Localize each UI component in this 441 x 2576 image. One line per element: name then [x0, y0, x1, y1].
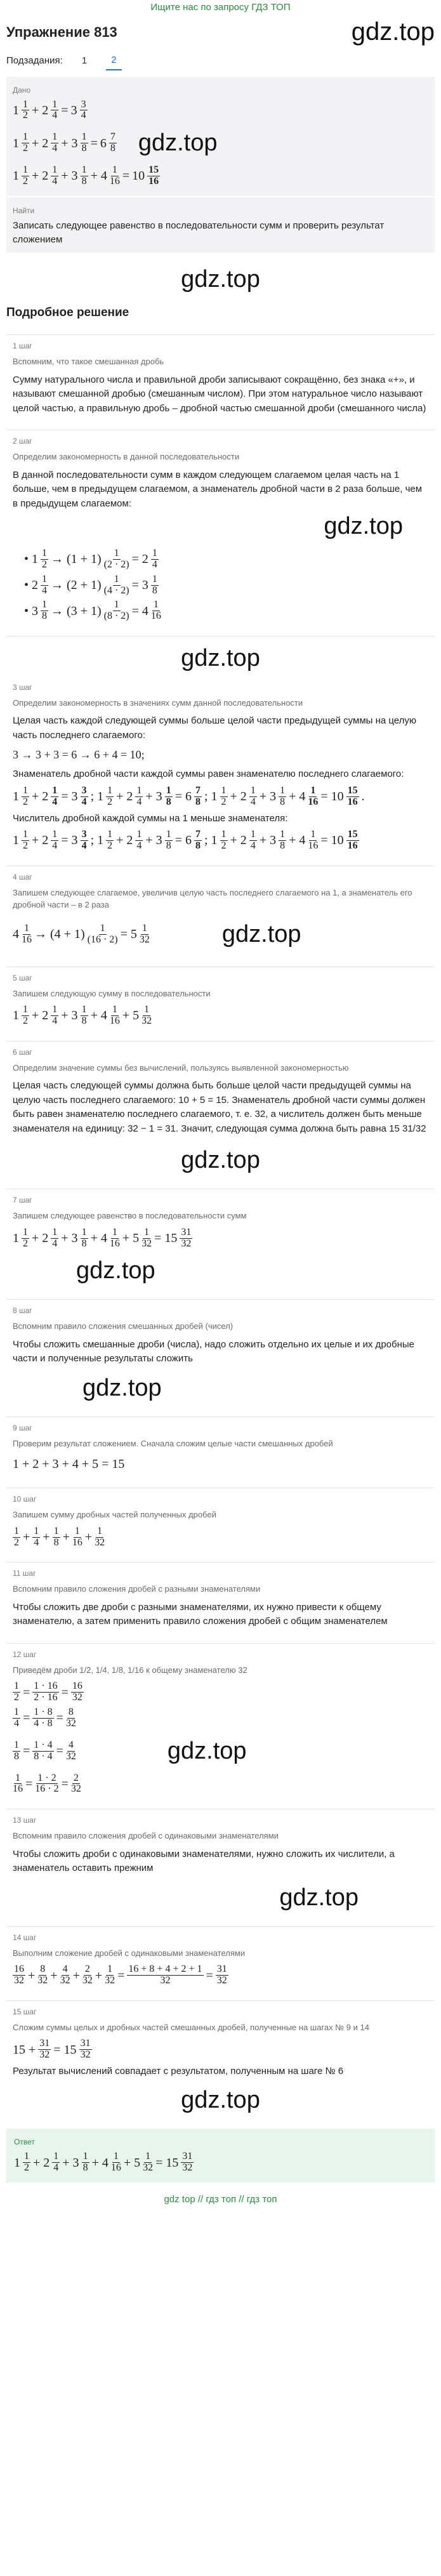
given-eq-2-rhs: 6 — [100, 136, 107, 150]
step-label: 10 шаг — [13, 1495, 37, 1504]
step-label: 7 шаг — [13, 1196, 32, 1205]
step-text: Чтобы сложить смешанные дроби (числа), надо сложить отдельно их целые и их дробные части и полученные результаты сложить — [13, 1338, 414, 1364]
step-10 — [6, 1488, 435, 1556]
step-label: 3 шаг — [13, 682, 32, 692]
watermark: gdz.top — [279, 1884, 359, 1911]
step-description: Запишем следующее равенство в последовательности сумм — [13, 1211, 247, 1221]
given-eq-3-rhs: 10 — [132, 169, 145, 183]
answer-panel — [6, 2129, 435, 2183]
numerator-line: 1 $\frac{1}{2}$ + 2 $\frac{1}{4}$ = 3 $\frac{3}{4}$ ; 1 $\frac{1}{2}$ + 2 $\frac{1}{4}$ + 3 $\frac{1}{8}$ = 6 $\frac{7}{8}$ ; 1 $\frac{1}{2}$ + 2 $\frac{1}{4}$ + 3 $\frac{1}{8}$ + 4 $\frac{1}{16}$ = 10 $\frac{15}{16}$ — [13, 829, 358, 851]
pattern-line-3: • 3 $\frac{1}{8}$ → (3 + 1) $\frac{1}{(8 \cdot 2)}$ = 4 $\frac{1}{16}$ — [24, 599, 161, 622]
step-label: 11 шаг — [13, 1569, 36, 1578]
watermark: gdz.top — [181, 265, 260, 293]
step-text: Числитель дробной каждой суммы на 1 меньше знаменателя: — [13, 812, 288, 824]
step-8 — [6, 1299, 435, 1410]
step-7 — [6, 1189, 435, 1293]
step-description: Запишем сумму дробных частей полученных дробей — [13, 1510, 216, 1520]
step-description: Сложим суммы целых и дробных частей смешанных дробей, полученные на шагах № 9 и 14 — [13, 2022, 369, 2032]
step-text: 3 → 3 + 3 = 6 → 6 + 4 = 10; — [13, 748, 145, 762]
step-description: Вспомним правило сложения дробей с разными знаменателями — [13, 1584, 261, 1594]
step-5 — [6, 967, 435, 1034]
step-description: Выполним сложение дробей с одинаковыми знаменателями — [13, 1948, 246, 1958]
step-text: Знаменатель дробной части каждой суммы равен знаменателю последнего слагаемого: — [13, 769, 404, 780]
detailed-solution-heading: Подробное решение — [6, 305, 129, 319]
integer-sum: 1 + 2 + 3 + 4 + 5 = 15 — [13, 1457, 125, 1472]
denominator-line: 1 $\frac{1}{2}$ + 2 $\frac{1}{4}$ = 3 $\frac{3}{4}$ ; 1 $\frac{1}{2}$ + 2 $\frac{1}{4}$ + 3 $\frac{1}{8}$ = 6 $\frac{7}{8}$ ; 1 $\frac{1}{2}$ + 2 $\frac{1}{4}$ + 3 $\frac{1}{8}$ + 4 $\frac{1}{16}$ = 10 $\frac{15}{16}$ . — [13, 784, 365, 807]
step-text: Сумму натурального числа и правильной дроби записывают сокращённо, без знака «+», и называют смешанной дробью (смешанным числом). При этом натуральное число называют целой частью, а правильную дробь – дробной частью смешанной дроби (смешанного числа) — [13, 374, 426, 414]
step-label: 2 шаг — [13, 437, 32, 446]
step-label: 9 шаг — [13, 1423, 32, 1432]
step-9 — [6, 1417, 435, 1482]
watermark: gdz.top — [181, 2087, 260, 2114]
conversion-1: $\frac{1}{2}$ = $\frac{1 \cdot 16}{2 \cdot 16}$ = $\frac{16}{32}$ — [14, 1681, 82, 1703]
step-label: 15 шаг — [13, 2007, 37, 2016]
step-label: 4 шаг — [13, 872, 32, 882]
watermark: gdz.top — [82, 1374, 162, 1401]
final-check: 15 + $\frac{31}{32}$ = 15 $\frac{31}{32}$ — [13, 2038, 91, 2061]
conversion-2: $\frac{1}{4}$ = $\frac{1 \cdot 8}{4 \cdot 8}$ = $\frac{8}{32}$ — [14, 1707, 76, 1729]
watermark: gdz.top — [351, 18, 435, 46]
step-label: 14 шаг — [13, 1932, 37, 1942]
find-panel — [6, 197, 435, 253]
step-description: Вспомним правило сложения дробей с одинаковыми знаменателями — [13, 1831, 279, 1841]
pattern-line-1: • 1 $\frac{1}{2}$ → (1 + 1) $\frac{1}{(2 \cdot 2)}$ = 2 $\frac{1}{4}$ — [24, 548, 157, 570]
subtasks-bar — [0, 48, 441, 77]
step-text: Целая часть следующей суммы должна быть больше целой части предыдущей суммы на целую часть последнего слагаемого: 10 + 5 = 15. Знаменатель дробной части суммы должен быть равен знаменателю последнего слагаемого, т. е. 32, а числитель должен быть меньше знаменателя на единицу: 32 − 1 = 31. Значит, следующая сумма должна быть равна 15 31/32 — [13, 1080, 426, 1134]
watermark: gdz.top — [181, 644, 260, 671]
fraction-sum: $\frac{1}{2}$ + $\frac{1}{4}$ + $\frac{1}{8}$ + $\frac{1}{16}$ + $\frac{1}{32}$ — [14, 1525, 105, 1548]
step-12 — [6, 1643, 435, 1802]
step-text: Чтобы сложить дроби с одинаковыми знаменателями, нужно сложить их числители, а знаменатель оставить прежним — [13, 1848, 395, 1874]
step-4 — [6, 866, 435, 960]
step-label: 12 шаг — [13, 1649, 37, 1659]
step-description: Определим закономерность в данной последовательности — [13, 452, 240, 462]
watermark: gdz.top — [324, 513, 403, 540]
step-1 — [6, 334, 435, 423]
given-panel — [6, 77, 435, 196]
step-text: Целая часть каждой следующей суммы больше целой части предыдущей суммы на целую часть последнего слагаемого: — [13, 715, 417, 741]
next-sum-formula: 1 $\frac{1}{2}$ + 2 $\frac{1}{4}$ + 3 $\frac{1}{8}$ + 4 $\frac{1}{16}$ + 5 $\frac{1}{32}$ — [13, 1004, 152, 1026]
given-label: Дано — [13, 85, 31, 95]
watermark: gdz.top — [221, 920, 301, 948]
step-label: 5 шаг — [13, 973, 32, 982]
given-eq-2: 1 $\frac{1}{2}$ + 2 $\frac{1}{4}$ + 3 $\frac{1}{8}$ = 6 $\frac{7}{8}$ gdz.top — [13, 125, 428, 161]
conversion-4: $\frac{1}{16}$ = $\frac{1 \cdot 2}{16 \cdot 2}$ = $\frac{2}{32}$ — [13, 1772, 81, 1795]
step-description: Запишем следующее слагаемое, увеличив целую часть последнего слагаемого на 1, а знаменатель его дробной части – в 2 раза — [13, 887, 412, 910]
step-11 — [6, 1562, 435, 1637]
full-equality-formula: 1 $\frac{1}{2}$ + 2 $\frac{1}{4}$ + 3 $\frac{1}{8}$ + 4 $\frac{1}{16}$ + 5 $\frac{1}{32}$ = 15 $\frac{31}{32}$ — [13, 1226, 192, 1249]
given-eq-1: 1 $\frac{1}{2}$ + 2 $\frac{1}{4}$ = 3 $\frac{3}{4}$ — [13, 98, 86, 121]
step-6 — [6, 1041, 435, 1183]
watermark: gdz.top — [138, 129, 218, 157]
step-text: Результат вычислений совпадает с результатом, полученным на шаге № 6 — [13, 2065, 344, 2077]
step-3 — [6, 636, 435, 859]
find-label: Найти — [13, 206, 35, 215]
given-eq-3: 1 $\frac{1}{2}$ + 2 $\frac{1}{4}$ + 3 $\frac{1}{8}$ + 4 $\frac{1}{16}$ = 10 $\frac{15}{16}$ — [13, 164, 159, 187]
step-text: В данной последовательности сумм в каждом следующем слагаемом целая часть на 1 больше, чем в предыдущем слагаемом, а знаменатель дробной части в 2 раза больше, чем в предыдущем слагаемом: — [13, 469, 423, 509]
step-description: Вспомним правило сложения смешанных дробей (чисел) — [13, 1321, 234, 1331]
answer-formula: 1 $\frac{1}{2}$ + 2 $\frac{1}{4}$ + 3 $\frac{1}{8}$ + 4 $\frac{1}{16}$ + 5 $\frac{1}{32}$ = 15 $\frac{31}{32}$ — [14, 2151, 193, 2174]
step-2 — [6, 430, 435, 630]
footer-links[interactable]: gdz top // гдз топ // гдз топ — [164, 2194, 277, 2205]
step-14 — [6, 1926, 435, 1994]
step-label: 6 шаг — [13, 1047, 32, 1057]
step-description: Проверим результат сложением. Сначала сложим целые части смешанных дробей — [13, 1438, 333, 1448]
step-text: Чтобы сложить две дроби с разными знаменателями, их нужно привести к общему знаменателю, а затем применить правило сложения дробей с общим знаменателем — [13, 1601, 388, 1627]
step-description: Определим значение суммы без вычислений, пользуясь выявленной закономерностью — [13, 1062, 349, 1073]
given-eq-1-rhs: 3 — [70, 103, 77, 117]
page-header — [0, 15, 441, 48]
answer-label: Ответ — [14, 2137, 35, 2147]
pattern-line-2: • 2 $\frac{1}{4}$ → (2 + 1) $\frac{1}{(4 \cdot 2)}$ = 3 $\frac{1}{8}$ — [24, 573, 157, 596]
watermark: gdz.top — [167, 1737, 247, 1764]
step-description: Вспомним, что такое смешанная дробь — [13, 357, 164, 367]
page-title: Упражнение 813 — [6, 23, 117, 40]
watermark: gdz.top — [181, 1147, 260, 1174]
step-description: Приведём дроби 1/2, 1/4, 1/8, 1/16 к общему знаменателю 32 — [13, 1665, 247, 1675]
next-term-formula: 4 $\frac{1}{16}$ → (4 + 1) $\frac{1}{(16 \cdot 2)}$ = 5 $\frac{1}{32}$ gdz.top — [13, 916, 428, 953]
step-label: 1 шаг — [13, 341, 32, 351]
step-13 — [6, 1809, 435, 1920]
step-description: Запишем следующую сумму в последовательности — [13, 988, 211, 998]
find-text: Записать следующее равенство в последовательности сумм и проверить результат сложением — [13, 220, 385, 246]
tab-subtask-1[interactable]: 1 — [81, 55, 88, 66]
subtasks-label: Подзадания: — [6, 55, 63, 66]
step-label: 13 шаг — [13, 1816, 37, 1825]
same-denominator-sum: $\frac{16}{32}$ + $\frac{8}{32}$ + $\frac{4}{32}$ + $\frac{2}{32}$ + $\frac{1}{32}$ = $\frac{16 + 8 + 4 + 2 + 1}{32}$ = $\frac{31}{32}$ — [14, 1964, 227, 1986]
conversion-3: $\frac{1}{8}$ = $\frac{1 \cdot 4}{8 \cdot 4}$ = $\frac{4}{32}$ gdz.top — [13, 1733, 428, 1769]
step-description: Определим закономерность в значениях сумм данной последовательности — [13, 697, 303, 708]
step-label: 8 шаг — [13, 1306, 32, 1316]
watermark: gdz.top — [76, 1257, 155, 1285]
tab-subtask-2[interactable]: 2 — [106, 52, 121, 70]
top-search-link[interactable]: Ищите нас по запросу ГДЗ ТОП — [150, 2, 291, 13]
step-15 — [6, 2000, 435, 2123]
